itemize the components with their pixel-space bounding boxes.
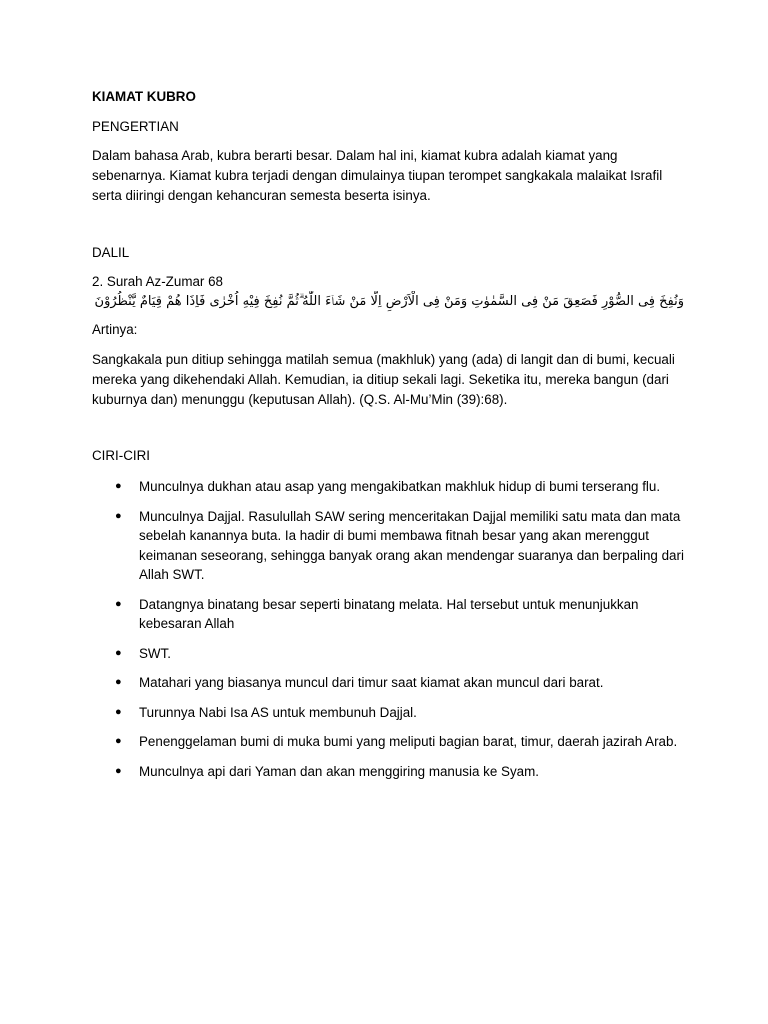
list-item: [92, 477, 684, 497]
arabic-verse: وَنُفِخَ فِى الصُّوْرِ فَصَعِقَ مَنْ فِى السَّمٰوٰتِ وَمَنْ فِى الْاَرْضِ اِلَّا مَنْ شَاۤءَ اللّٰهُ ۗثُمَّ نُفِخَ فِيْهِ اُخْرٰى فَاِذَا هُمْ قِيَامٌ يَّنْظُرُوْنَ: [94, 294, 684, 309]
list-item: [92, 673, 684, 693]
list-item-text: Munculnya dukhan atau asap yang mengakibatkan makhluk hidup di bumi terserang flu.: [139, 479, 661, 494]
list-item: [92, 644, 684, 664]
pengertian-paragraph: Dalam bahasa Arab, kubra berarti besar. Dalam hal ini, kiamat kubra adalah kiamat yang sebenarnya. Kiamat kubra terjadi dengan dimulainya tiupan terompet sangkakala malaikat Israfil serta diiringi dengan kehancuran semesta beserta isinya.: [92, 148, 663, 203]
ciri-list: [92, 477, 684, 781]
list-item-text: Penenggelaman bumi di muka bumi yang meliputi bagian barat, timur, daerah jazirah Arab.: [139, 734, 678, 749]
list-item: [92, 703, 684, 723]
list-item: [92, 507, 684, 585]
list-item: [92, 595, 684, 634]
document-page: [92, 88, 684, 781]
bullet-icon: ●: [115, 764, 122, 777]
list-item-text: Datangnya binatang besar seperti binatang melata. Hal tersebut untuk menunjukkan kebesaran Allah: [139, 596, 639, 631]
bullet-icon: ●: [115, 646, 122, 659]
document-title: KIAMAT KUBRO: [92, 89, 196, 104]
bullet-icon: ●: [115, 735, 122, 747]
artinya-label: Artinya:: [92, 322, 138, 337]
pengertian-heading: PENGERTIAN: [92, 119, 179, 134]
list-item-text: Turunnya Nabi Isa AS untuk membunuh Dajjal.: [139, 704, 417, 720]
bullet-icon: ●: [115, 705, 122, 718]
list-item: [92, 762, 684, 782]
dalil-heading: DALIL: [92, 245, 130, 260]
list-item-text: Munculnya Dajjal. Rasulullah SAW sering menceritakan Dajjal memiliki satu mata dan mata sebelah kanannya buta. Ia hadir di bumi membawa fitnah besar yang akan merenggut keimanan seseorang, sehingga banyak orang akan mendengar suaranya dan berpaling dari Allah SWT.: [139, 508, 684, 582]
list-item-text: SWT.: [139, 645, 171, 661]
ciri-heading: CIRI-CIRI: [92, 448, 151, 463]
bullet-icon: ●: [115, 597, 122, 610]
bullet-icon: ●: [115, 676, 122, 688]
list-item-text: Matahari yang biasanya muncul dari timur saat kiamat akan muncul dari barat.: [139, 675, 604, 690]
bullet-icon: ●: [115, 480, 122, 492]
list-item-text: Munculnya api dari Yaman dan akan menggiring manusia ke Syam.: [139, 763, 539, 779]
artinya-paragraph: Sangkakala pun ditiup sehingga matilah semua (makhluk) yang (ada) di langit dan di bumi, kecuali mereka yang dikehendaki Allah. Kemudian, ia ditiup sekali lagi. Seketika itu, mereka bangun (dari kuburnya dan) menunggu (keputusan Allah). (Q.S. Al-Mu’Min (39):68).: [92, 352, 675, 407]
surah-reference: 2. Surah Az-Zumar 68: [92, 274, 223, 289]
list-item: [92, 732, 684, 752]
bullet-icon: ●: [115, 509, 122, 522]
